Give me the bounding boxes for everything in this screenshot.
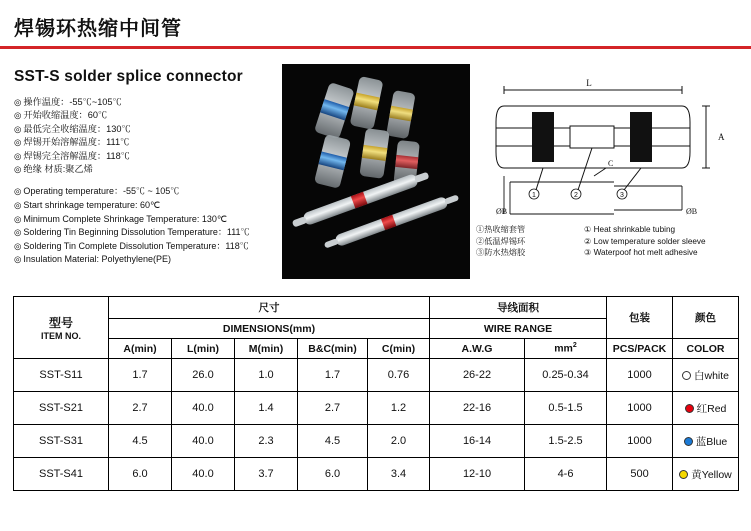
label-B-right: ØB xyxy=(686,207,698,216)
label-L: L xyxy=(586,78,592,88)
header-dimensions-cn: 尺寸 xyxy=(109,297,430,319)
header-item-no: 型号 ITEM NO. xyxy=(14,297,109,359)
specification-table xyxy=(13,296,739,491)
cell-item: SST-S11 xyxy=(14,359,109,392)
diagram-legend xyxy=(476,224,737,259)
cell-c: 3.4 xyxy=(368,458,430,491)
cell-m: 1.0 xyxy=(235,359,298,392)
color-label: 红Red xyxy=(696,402,727,415)
header-col-c: C(min) xyxy=(368,339,430,359)
table-row xyxy=(14,458,739,491)
header-col-a: A(min) xyxy=(109,339,172,359)
spec-item: ◎ Soldering Tin Beginning Dissolution Temperature：111℃ xyxy=(14,226,276,240)
spec-list-en xyxy=(14,185,276,267)
spec-item: ◎ Operating temperature：-55℃ ~ 105℃ xyxy=(14,185,276,199)
header-col-awg: A.W.G xyxy=(430,339,525,359)
cell-color xyxy=(673,359,739,392)
cell-c: 2.0 xyxy=(368,425,430,458)
cell-pack: 1000 xyxy=(607,392,673,425)
cell-l: 40.0 xyxy=(172,458,235,491)
cell-l: 40.0 xyxy=(172,425,235,458)
table-row xyxy=(14,392,739,425)
spec-item: ◎ 焊锡开始溶解温度：111℃ xyxy=(14,136,276,149)
cell-bc: 6.0 xyxy=(298,458,368,491)
header-pack-en: PCS/PACK xyxy=(607,339,673,359)
legend-row xyxy=(476,247,737,259)
callout-1: 1 xyxy=(532,192,536,199)
legend-cn: ③防水热熔胶 xyxy=(476,248,526,258)
cell-m: 2.3 xyxy=(235,425,298,458)
cell-item: SST-S21 xyxy=(14,392,109,425)
color-swatch-icon xyxy=(685,404,694,413)
cell-pack: 1000 xyxy=(607,425,673,458)
header-col-bc: B&C(min) xyxy=(298,339,368,359)
header-col-l: L(min) xyxy=(172,339,235,359)
cell-color xyxy=(673,458,739,491)
legend-row xyxy=(476,236,737,248)
table-row xyxy=(14,359,739,392)
cell-bc: 1.7 xyxy=(298,359,368,392)
legend-cn: ②低温焊锡环 xyxy=(476,236,526,246)
spec-item: ◎ Insulation Material: Polyethylene(PE) xyxy=(14,253,276,267)
cell-m: 1.4 xyxy=(235,392,298,425)
table-header-row xyxy=(14,297,739,319)
callout-2: 2 xyxy=(574,192,578,199)
label-A: A xyxy=(718,132,725,142)
cell-awg: 16-14 xyxy=(430,425,525,458)
cell-awg: 26-22 xyxy=(430,359,525,392)
header-color-en: COLOR xyxy=(673,339,739,359)
color-label: 蓝Blue xyxy=(695,435,728,448)
cell-awg: 22-16 xyxy=(430,392,525,425)
cell-mm2: 0.25-0.34 xyxy=(525,359,607,392)
cell-l: 26.0 xyxy=(172,359,235,392)
header-divider xyxy=(0,46,751,49)
spec-item: ◎ 绝缘 材质:聚乙烯 xyxy=(14,163,276,176)
cell-color xyxy=(673,392,739,425)
header-wire-cn: 导线面积 xyxy=(430,297,607,319)
header-color-cn: 颜色 xyxy=(673,297,739,339)
product-photo-illustration xyxy=(282,64,470,279)
color-label: 白white xyxy=(694,369,730,382)
cell-bc: 4.5 xyxy=(298,425,368,458)
diagram-drawing xyxy=(474,64,739,224)
header-wire-en: WIRE RANGE xyxy=(430,319,607,339)
cell-mm2: 1.5-2.5 xyxy=(525,425,607,458)
label-C: C xyxy=(608,159,614,168)
cell-awg: 12-10 xyxy=(430,458,525,491)
cell-item: SST-S31 xyxy=(14,425,109,458)
legend-en: ① Heat shrinkable tubing xyxy=(584,225,676,234)
page-title: 焊锡环热缩中间管 xyxy=(14,18,182,40)
cell-pack: 500 xyxy=(607,458,673,491)
label-B-left: ØB xyxy=(496,207,508,216)
header-col-mm2: $mm^2$ xyxy=(525,339,607,359)
spec-item: ◎ Soldering Tin Complete Dissolution Temperature：118℃ xyxy=(14,240,276,254)
color-swatch-icon xyxy=(679,470,688,479)
table-row xyxy=(14,425,739,458)
spec-panel xyxy=(14,68,276,267)
header-col-m: M(min) xyxy=(235,339,298,359)
table-header-row xyxy=(14,339,739,359)
spec-item: ◎ 焊锡完全溶解温度：118℃ xyxy=(14,150,276,163)
legend-cn: ①热收缩套管 xyxy=(476,225,526,234)
spec-list-cn xyxy=(14,96,276,176)
cell-mm2: 0.5-1.5 xyxy=(525,392,607,425)
legend-en: ② Low temperature solder sleeve xyxy=(584,236,706,246)
cell-a: 6.0 xyxy=(109,458,172,491)
color-swatch-icon xyxy=(682,371,691,380)
cell-pack: 1000 xyxy=(607,359,673,392)
spec-item: ◎ 最低完全收缩温度：130℃ xyxy=(14,123,276,136)
cell-a: 2.7 xyxy=(109,392,172,425)
legend-row xyxy=(476,224,737,236)
cell-m: 3.7 xyxy=(235,458,298,491)
header-pack-cn: 包装 xyxy=(607,297,673,339)
spec-item: ◎ Minimum Complete Shrinkage Temperature: 130℃ xyxy=(14,213,276,227)
spec-item: ◎ 操作温度：-55℃~105℃ xyxy=(14,96,276,109)
technical-diagram xyxy=(474,64,739,279)
spec-item: ◎ 开始收缩温度：60℃ xyxy=(14,109,276,122)
spec-title: SST-S solder splice connector xyxy=(14,68,243,85)
cell-c: 0.76 xyxy=(368,359,430,392)
cell-a: 1.7 xyxy=(109,359,172,392)
color-label: 黄Yellow xyxy=(691,468,732,481)
product-photo xyxy=(282,64,470,279)
legend-en: ③ Waterpoof hot melt adhesive xyxy=(584,248,698,258)
header-dimensions-en: DIMENSIONS(mm) xyxy=(109,319,430,339)
cell-bc: 2.7 xyxy=(298,392,368,425)
cell-a: 4.5 xyxy=(109,425,172,458)
spacer xyxy=(14,176,276,185)
callout-3: 3 xyxy=(620,192,624,199)
color-swatch-icon xyxy=(684,437,693,446)
spec-item: ◎ Start shrinkage temperature: 60℃ xyxy=(14,199,276,213)
cell-mm2: 4-6 xyxy=(525,458,607,491)
cell-l: 40.0 xyxy=(172,392,235,425)
cell-color xyxy=(673,425,739,458)
cell-c: 1.2 xyxy=(368,392,430,425)
cell-item: SST-S41 xyxy=(14,458,109,491)
